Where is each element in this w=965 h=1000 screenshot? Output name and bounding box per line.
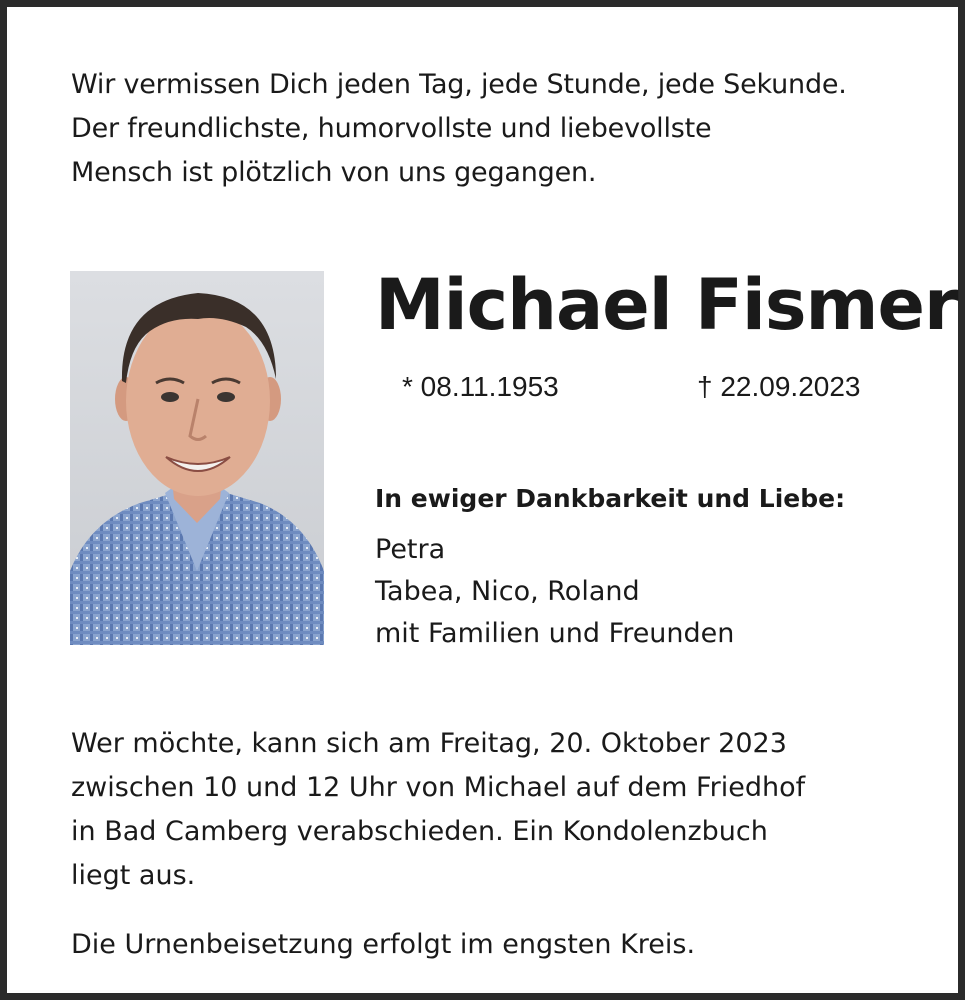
thanks-heading: In ewiger Dankbarkeit und Liebe: <box>375 484 846 513</box>
farewell-line: liegt aus. <box>71 860 196 891</box>
farewell-line: zwischen 10 und 12 Uhr von Michael auf dem Friedhof <box>71 772 806 803</box>
death-date: † 22.09.2023 <box>697 371 861 402</box>
intro-line: Der freundlichste, humorvollste und liebevollste <box>71 113 712 144</box>
intro-text <box>71 63 941 195</box>
mourner-line: mit Familien und Freunden <box>375 618 735 649</box>
portrait-photo <box>70 271 324 645</box>
deceased-name: Michael Fismer <box>375 264 958 346</box>
birth-date: * 08.11.1953 <box>402 371 559 402</box>
mourner-line: Petra <box>375 534 446 565</box>
farewell-text <box>71 722 941 898</box>
farewell-line: in Bad Camberg verabschieden. Ein Kondolenzbuch <box>71 816 768 847</box>
farewell-line: Wer möchte, kann sich am Freitag, 20. Oktober 2023 <box>71 728 787 759</box>
mourners-list <box>375 529 935 655</box>
mourner-line: Tabea, Nico, Roland <box>375 576 640 607</box>
burial-note: Die Urnenbeisetzung erfolgt im engsten Kreis. <box>71 929 696 960</box>
intro-line: Wir vermissen Dich jeden Tag, jede Stunde, jede Sekunde. <box>71 69 847 100</box>
intro-line: Mensch ist plötzlich von uns gegangen. <box>71 157 597 188</box>
